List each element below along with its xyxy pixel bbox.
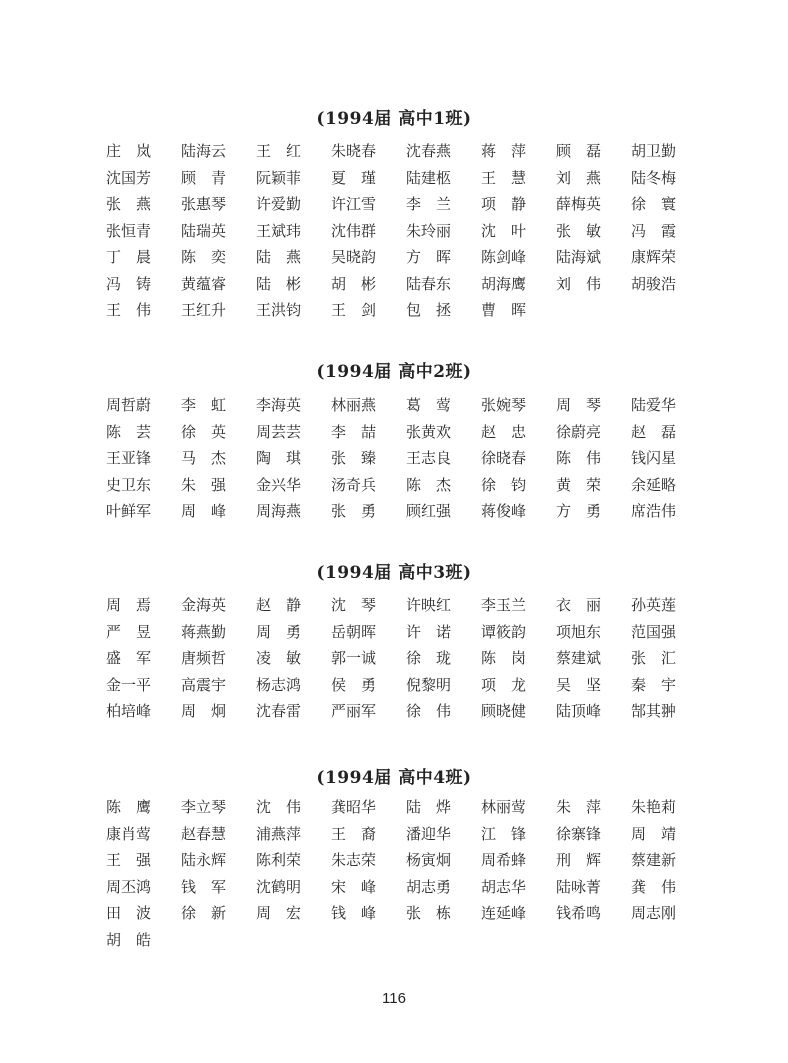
student-name: 席浩伟 bbox=[631, 502, 677, 520]
student-name: 钱 军 bbox=[181, 877, 227, 896]
student-name: 徐寨锋 bbox=[556, 824, 602, 843]
student-name: 许 诺 bbox=[406, 622, 452, 641]
student-name: 胡 彬 bbox=[331, 274, 377, 293]
student-name: 周 宏 bbox=[256, 904, 302, 922]
student-name: 胡骏浩 bbox=[631, 274, 677, 293]
student-name: 冯 铸 bbox=[106, 274, 152, 293]
student-name: 张 燕 bbox=[106, 195, 152, 213]
section-title-class-2: (1994届 高中2班) bbox=[316, 362, 472, 382]
student-name: 潘迎华 bbox=[406, 824, 452, 843]
student-name: 徐 珑 bbox=[406, 649, 452, 667]
student-name: 张 臻 bbox=[331, 449, 377, 467]
student-name: 朱志荣 bbox=[331, 851, 377, 869]
student-name: 李 兰 bbox=[406, 195, 452, 213]
student-name: 陆 烨 bbox=[406, 798, 452, 816]
name-list-class-3 bbox=[106, 592, 746, 725]
student-name: 康肖莺 bbox=[106, 824, 152, 843]
student-name: 张 勇 bbox=[331, 502, 377, 520]
student-name: 龚昭华 bbox=[331, 798, 377, 816]
student-name: 陆建柩 bbox=[406, 168, 452, 187]
student-name: 刑 辉 bbox=[556, 851, 602, 869]
student-name: 沈 叶 bbox=[481, 221, 527, 240]
student-name: 刘 燕 bbox=[556, 168, 602, 187]
student-name: 王洪钧 bbox=[256, 301, 302, 319]
student-name: 浦燕萍 bbox=[256, 824, 302, 843]
student-name: 项 龙 bbox=[481, 675, 527, 694]
student-name: 徐 伟 bbox=[406, 702, 452, 720]
student-name: 李海英 bbox=[256, 396, 302, 414]
student-name: 赵春慧 bbox=[181, 824, 227, 843]
student-name: 江 锋 bbox=[481, 824, 527, 843]
student-name: 周 峰 bbox=[181, 502, 227, 520]
student-name: 蒋俊峰 bbox=[481, 502, 527, 520]
student-name: 李 虹 bbox=[181, 396, 227, 414]
student-name: 余延略 bbox=[631, 475, 677, 494]
student-name: 顾红强 bbox=[406, 502, 452, 520]
student-name: 沈国芳 bbox=[106, 168, 152, 187]
student-name: 胡志华 bbox=[481, 877, 527, 896]
student-name: 顾晓健 bbox=[481, 702, 527, 720]
student-name: 李立琴 bbox=[181, 798, 227, 816]
student-name: 沈 伟 bbox=[256, 798, 302, 816]
student-name: 范国强 bbox=[631, 622, 677, 641]
student-name: 杨寅炯 bbox=[406, 851, 452, 869]
student-name: 张恒青 bbox=[106, 221, 152, 240]
student-name: 周志刚 bbox=[631, 904, 677, 922]
student-name: 衣 丽 bbox=[556, 596, 602, 614]
student-name: 倪黎明 bbox=[406, 675, 452, 694]
student-name: 刘 伟 bbox=[556, 274, 602, 293]
student-name: 胡志勇 bbox=[406, 877, 452, 896]
student-name: 项旭东 bbox=[556, 622, 602, 641]
student-name: 胡 皓 bbox=[106, 930, 152, 949]
section-title-class-3: (1994届 高中3班) bbox=[316, 563, 472, 583]
student-name: 王 剑 bbox=[331, 301, 377, 319]
student-name: 张婉琴 bbox=[481, 396, 527, 414]
student-name: 王 红 bbox=[256, 142, 302, 160]
student-name: 陆永辉 bbox=[181, 851, 227, 869]
student-name: 徐蔚亮 bbox=[556, 422, 602, 441]
student-name: 薛梅英 bbox=[556, 195, 602, 213]
student-name: 黄 荣 bbox=[556, 475, 602, 494]
student-name: 张惠琴 bbox=[181, 195, 227, 213]
student-name: 蒋 萍 bbox=[481, 142, 527, 160]
student-name: 项 静 bbox=[481, 195, 527, 213]
student-name: 许江雪 bbox=[331, 195, 377, 213]
student-name: 张黄欢 bbox=[406, 422, 452, 441]
student-name: 康辉荣 bbox=[631, 248, 677, 266]
student-name: 陈 鹰 bbox=[106, 798, 152, 816]
student-name: 徐 寰 bbox=[631, 195, 677, 213]
student-name: 陆瑞英 bbox=[181, 221, 227, 240]
student-name: 陈 岗 bbox=[481, 649, 527, 667]
student-name: 沈春燕 bbox=[406, 142, 452, 160]
name-list-class-2 bbox=[106, 392, 746, 525]
student-name: 王斌玮 bbox=[256, 221, 302, 240]
student-name: 沈春雷 bbox=[256, 702, 302, 720]
student-name: 徐 新 bbox=[181, 904, 227, 922]
student-name: 朱晓春 bbox=[331, 142, 377, 160]
student-name: 周芸芸 bbox=[256, 422, 302, 441]
student-name: 林丽莺 bbox=[481, 798, 527, 816]
student-name: 周 靖 bbox=[631, 824, 677, 843]
student-name: 胡卫勤 bbox=[631, 142, 677, 160]
student-name: 叶鲜军 bbox=[106, 502, 152, 520]
student-name: 王 慧 bbox=[481, 168, 527, 187]
student-name: 张 敏 bbox=[556, 221, 602, 240]
student-name: 周海燕 bbox=[256, 502, 302, 520]
student-name: 赵 静 bbox=[256, 596, 302, 614]
student-name: 沈鹤明 bbox=[256, 877, 302, 896]
student-name: 金一平 bbox=[106, 675, 152, 694]
student-name: 王 伟 bbox=[106, 301, 152, 319]
student-name: 周 炯 bbox=[181, 702, 227, 720]
student-name: 陈剑峰 bbox=[481, 248, 527, 266]
student-name: 吴晓韵 bbox=[331, 248, 377, 266]
student-name: 陈 芸 bbox=[106, 422, 152, 441]
student-name: 庄 岚 bbox=[106, 142, 152, 160]
student-name: 陈 杰 bbox=[406, 475, 452, 494]
student-name: 周 勇 bbox=[256, 622, 302, 641]
student-name: 沈伟群 bbox=[331, 221, 377, 240]
student-name: 周哲蔚 bbox=[106, 396, 152, 414]
student-name: 徐 英 bbox=[181, 422, 227, 441]
student-name: 陆海云 bbox=[181, 142, 227, 160]
student-name: 顾 青 bbox=[181, 168, 227, 187]
student-name: 方 晖 bbox=[406, 248, 452, 266]
student-name: 钱闪星 bbox=[631, 449, 677, 467]
student-name: 赵 磊 bbox=[631, 422, 677, 441]
student-name: 朱 萍 bbox=[556, 798, 602, 816]
student-name: 陆 燕 bbox=[256, 248, 302, 266]
student-name: 葛 莺 bbox=[406, 396, 452, 414]
student-name: 杨志鸿 bbox=[256, 675, 302, 694]
name-list-class-1 bbox=[106, 138, 746, 324]
student-name: 谭筱韵 bbox=[481, 622, 527, 641]
student-name: 陶 琪 bbox=[256, 449, 302, 467]
section-title-class-4: (1994届 高中4班) bbox=[316, 768, 472, 788]
student-name: 盛 军 bbox=[106, 649, 152, 667]
student-name: 周 琴 bbox=[556, 396, 602, 414]
student-name: 陆咏菁 bbox=[556, 877, 602, 896]
student-name: 许映红 bbox=[406, 596, 452, 614]
student-name: 陆春东 bbox=[406, 274, 452, 293]
student-name: 曹 晖 bbox=[481, 301, 527, 319]
student-name: 冯 霞 bbox=[631, 221, 677, 240]
student-name: 岳朝晖 bbox=[331, 622, 377, 641]
student-name: 周 焉 bbox=[106, 596, 152, 614]
student-name: 夏 瑾 bbox=[331, 168, 377, 187]
student-name: 阮颖菲 bbox=[256, 168, 302, 187]
student-name: 金兴华 bbox=[256, 475, 302, 494]
student-name: 宋 峰 bbox=[331, 877, 377, 896]
student-name: 王红升 bbox=[181, 301, 227, 319]
student-name: 蔡建新 bbox=[631, 851, 677, 869]
student-name: 张 汇 bbox=[631, 649, 677, 667]
student-name: 郭一诚 bbox=[331, 649, 377, 667]
student-name: 严 昱 bbox=[106, 622, 152, 641]
student-name: 王志良 bbox=[406, 449, 452, 467]
student-name: 朱 强 bbox=[181, 475, 227, 494]
student-name: 许爱勤 bbox=[256, 195, 302, 213]
student-name: 孙英莲 bbox=[631, 596, 677, 614]
student-name: 郜其翀 bbox=[631, 702, 677, 720]
student-name: 史卫东 bbox=[106, 475, 152, 494]
student-name: 高震宇 bbox=[181, 675, 227, 694]
student-name: 侯 勇 bbox=[331, 675, 377, 694]
student-name: 凌 敏 bbox=[256, 649, 302, 667]
student-name: 胡海鹰 bbox=[481, 274, 527, 293]
student-name: 秦 宇 bbox=[631, 675, 677, 694]
student-name: 周希蜂 bbox=[481, 851, 527, 869]
student-name: 李 喆 bbox=[331, 422, 377, 441]
student-name: 张 栋 bbox=[406, 904, 452, 922]
student-name: 蔡建斌 bbox=[556, 649, 602, 667]
student-name: 赵 忠 bbox=[481, 422, 527, 441]
student-name: 黄蕴睿 bbox=[181, 274, 227, 293]
student-name: 方 勇 bbox=[556, 502, 602, 520]
student-name: 蒋燕勤 bbox=[181, 622, 227, 641]
student-name: 丁 晨 bbox=[106, 248, 152, 266]
student-name: 钱希鸣 bbox=[556, 904, 602, 922]
student-name: 陈 奕 bbox=[181, 248, 227, 266]
student-name: 陆海斌 bbox=[556, 248, 602, 266]
page-number: 116 bbox=[382, 990, 406, 1007]
student-name: 朱玲丽 bbox=[406, 221, 452, 240]
student-name: 陆 彬 bbox=[256, 274, 302, 293]
student-name: 陆爱华 bbox=[631, 396, 677, 414]
student-name: 陆顶峰 bbox=[556, 702, 602, 720]
student-name: 吴 坚 bbox=[556, 675, 602, 694]
student-name: 田 波 bbox=[106, 904, 152, 922]
student-name: 王亚锋 bbox=[106, 449, 152, 467]
student-name: 马 杰 bbox=[181, 449, 227, 467]
student-name: 唐频哲 bbox=[181, 649, 227, 667]
student-name: 龚 伟 bbox=[631, 877, 677, 896]
section-title-class-1: (1994届 高中1班) bbox=[316, 109, 472, 129]
student-name: 钱 峰 bbox=[331, 904, 377, 922]
student-name: 汤奇兵 bbox=[331, 475, 377, 494]
student-name: 严丽军 bbox=[331, 702, 377, 720]
student-name: 顾 磊 bbox=[556, 142, 602, 160]
student-name: 金海英 bbox=[181, 596, 227, 614]
student-name: 陈利荣 bbox=[256, 851, 302, 869]
student-name: 陆冬梅 bbox=[631, 168, 677, 187]
student-name: 王 裔 bbox=[331, 824, 377, 843]
student-name: 周丕鸿 bbox=[106, 877, 152, 896]
student-name: 柏培峰 bbox=[106, 702, 152, 720]
student-name: 林丽燕 bbox=[331, 396, 377, 414]
student-name: 王 强 bbox=[106, 851, 152, 869]
student-name: 朱艳莉 bbox=[631, 798, 677, 816]
student-name: 陈 伟 bbox=[556, 449, 602, 467]
student-name: 沈 琴 bbox=[331, 596, 377, 614]
student-name: 连延峰 bbox=[481, 904, 527, 922]
name-list-class-4 bbox=[106, 794, 746, 953]
student-name: 李玉兰 bbox=[481, 596, 527, 614]
student-name: 徐 钧 bbox=[481, 475, 527, 494]
student-name: 包 拯 bbox=[406, 301, 452, 319]
student-name: 徐晓春 bbox=[481, 449, 527, 467]
